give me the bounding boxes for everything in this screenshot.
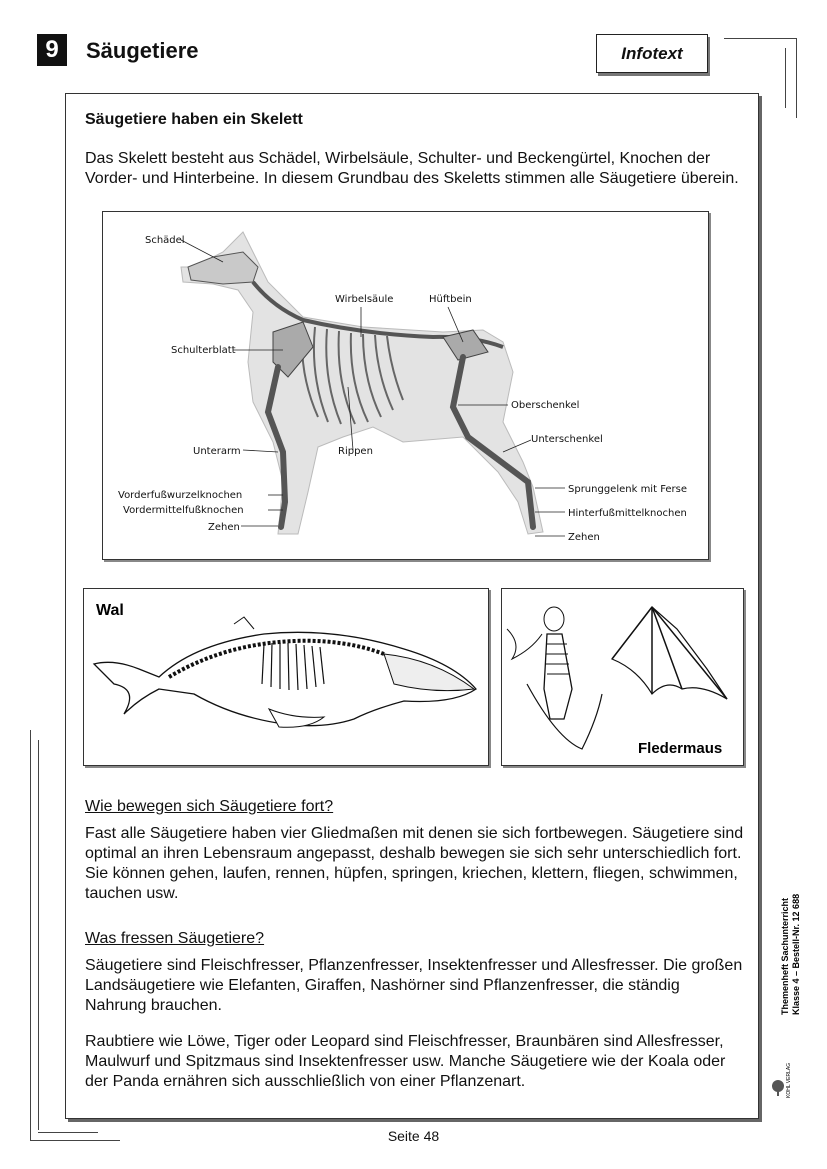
section-heading-locomotion: Wie bewegen sich Säugetiere fort? xyxy=(85,798,334,815)
decor-line-right-outer xyxy=(796,38,797,118)
bat-label: Fledermaus xyxy=(638,740,723,757)
publisher-name: KOHL VERLAG xyxy=(786,1062,792,1098)
decor-line-left-inner xyxy=(38,740,39,1130)
section-heading-skeleton: Säugetiere haben ein Skelett xyxy=(85,111,303,128)
page-number: Seite 48 xyxy=(387,1128,440,1144)
bat-skeleton-illustration xyxy=(501,588,744,766)
chapter-number: 9 xyxy=(37,34,67,66)
publication-sidebar xyxy=(768,860,804,1020)
label-ribs: Rippen xyxy=(338,446,373,457)
infotext-tab: Infotext xyxy=(596,34,708,73)
label-thigh: Oberschenkel xyxy=(511,400,580,411)
label-metatarsus: Hinterfußmittelknochen xyxy=(568,508,687,519)
sidebar-order-number: Klasse 4 – Bestell-Nr. 12 688 xyxy=(791,893,801,1015)
label-shoulder-blade: Schulterblatt xyxy=(171,345,236,356)
label-toes-back: Zehen xyxy=(568,532,600,543)
section-heading-diet: Was fressen Säugetiere? xyxy=(85,930,265,947)
label-skull: Schädel xyxy=(145,235,185,246)
whale-skeleton-illustration xyxy=(83,588,489,766)
decor-line-top xyxy=(724,38,796,39)
label-carpus: Vorderfußwurzelknochen xyxy=(118,490,243,501)
label-hock: Sprunggelenk mit Ferse xyxy=(568,484,688,495)
label-spine: Wirbelsäule xyxy=(335,294,394,305)
label-toes-front: Zehen xyxy=(208,522,240,533)
decor-line-right-inner xyxy=(785,48,786,108)
label-shin: Unterschenkel xyxy=(531,434,603,445)
section-text-skeleton: Das Skelett besteht aus Schädel, Wirbelsäule, Schulter- und Beckengürtel, Knochen der Vorder- und Hinterbeine. In diesem Grundbau des Skeletts stimmen alle Säugetiere überein. xyxy=(85,150,739,187)
decor-line-left-outer xyxy=(30,730,31,1140)
label-metacarpus: Vordermittelfußknochen xyxy=(123,505,244,516)
dog-skeleton-illustration xyxy=(102,211,709,560)
section-text-locomotion: Fast alle Säugetiere haben vier Gliedmaßen mit denen sie sich fortbewegen. Säugetiere sind optimal an ihren Lebensraum angepasst, deshalb bewegen sie sich sehr unterschiedlich fort. Sie können gehen, laufen, rennen, hüpfen, springen, kriechen, klettern, fliegen, schwimmen, tauchen usw. xyxy=(85,825,744,902)
sidebar-title: Themenheft Sachunterricht xyxy=(780,897,790,1015)
whale-label: Wal xyxy=(96,602,124,619)
label-forearm: Unterarm xyxy=(193,446,241,457)
page-title: Säugetiere xyxy=(86,38,199,63)
publisher-logo xyxy=(770,1060,800,1100)
section-text-diet-1: Säugetiere sind Fleischfresser, Pflanzenfresser, Insektenfresser und Allesfresser. Die großen Landsäugetiere wie Elefanten, Giraffen, Nashörner sind Pflanzenfresser, die ständig Nahrung brauchen. xyxy=(85,957,743,1014)
label-hip: Hüftbein xyxy=(429,294,472,305)
section-text-diet-2: Raubtiere wie Löwe, Tiger oder Leopard sind Fleischfresser, Braunbären sind Allesfresser, Maulwurf und Spitzmaus sind Insektenfresser usw. Manche Säugetiere wie der Koala oder der Panda ernähren sich ausschließlich von einer Pflanzenart. xyxy=(85,1033,726,1090)
